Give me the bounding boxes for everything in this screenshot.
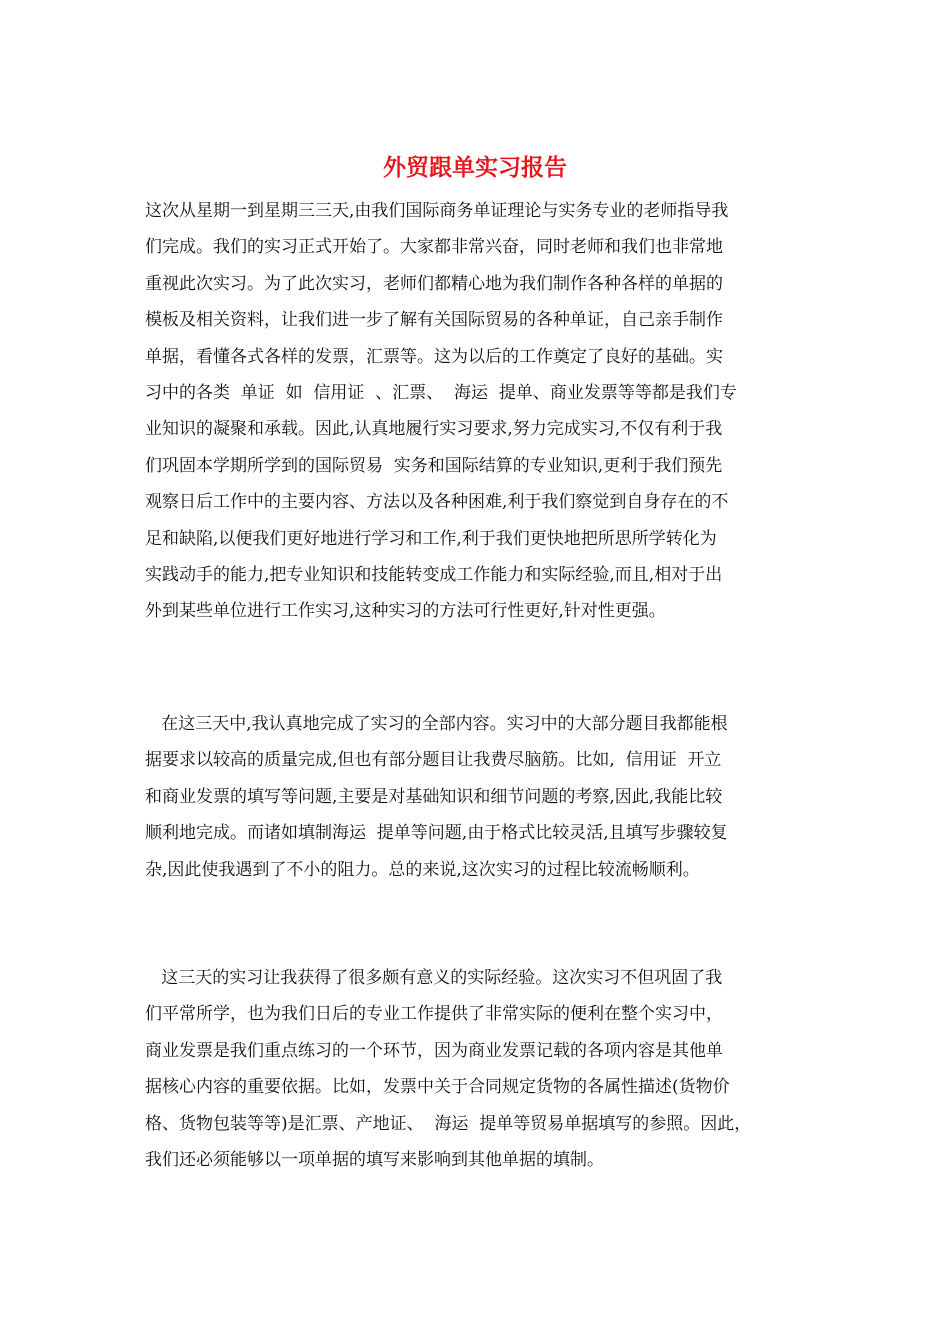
paragraph-3: [145, 960, 815, 1178]
text-line: 这三天的实习让我获得了很多颇有意义的实际经验。这次实习不但巩固了我: [145, 968, 723, 988]
text-line: 和商业发票的填写等问题,主要是对基础知识和细节问题的考察,因此,我能比较: [145, 786, 723, 807]
text-line: 习中的各类 单证 如 信用证 、汇票、 海运 提单、商业发票等等都是我们专: [145, 382, 737, 403]
text-line: 们平常所学，也为我们日后的专业工作提供了非常实际的便利在整个实习中，: [145, 1004, 723, 1025]
text-line: 格、货物包装等等)是汇票、产地证、 海运 提单等贸易单据填写的参照。因此，: [145, 1113, 752, 1134]
text-line: 足和缺陷,以便我们更好地进行学习和工作,利于我们更快地把所思所学转化为: [145, 528, 717, 549]
text-line: 顺利地完成。而诸如填制海运 提单等问题,由于格式比较灵活,且填写步骤较复: [145, 823, 728, 844]
text-line: 我们还必须能够以一项单据的填写来影响到其他单据的填制。: [145, 1149, 604, 1170]
text-line: 据要求以较高的质量完成,但也有部分题目让我费尽脑筋。比如, 信用证 开立: [145, 750, 722, 771]
text-line: 重视此次实习。为了此次实习，老师们都精心地为我们制作各种各样的单据的: [145, 273, 723, 294]
text-line: 据核心内容的重要依据。比如，发票中关于合同规定货物的各属性描述(货物价: [145, 1077, 730, 1098]
text-line: 模板及相关资料，让我们进一步了解有关国际贸易的各种单证，自己亲手制作: [145, 310, 723, 331]
text-line: 外到某些单位进行工作实习,这种实习的方法可行性更好,针对性更强。: [145, 601, 666, 622]
paragraph-2: [145, 706, 815, 888]
text-line: 单据，看懂各式各样的发票，汇票等。这为以后的工作奠定了良好的基础。实: [145, 346, 723, 367]
document-title: 外贸跟单实习报告: [383, 154, 567, 181]
text-line: 商业发票是我们重点练习的一个环节，因为商业发票记载的各项内容是其他单: [145, 1040, 723, 1061]
text-line: 们完成。我们的实习正式开始了。大家都非常兴奋，同时老师和我们也非常地: [145, 237, 723, 258]
text-line: 们巩固本学期所学到的国际贸易 实务和国际结算的专业知识,更利于我们预先: [145, 455, 723, 476]
text-line: 实践动手的能力,把专业知识和技能转变成工作能力和实际经验,而且,相对于出: [145, 564, 723, 585]
paragraph-1: [145, 193, 815, 630]
text-line: 观察日后工作中的主要内容、方法以及各种困难,利于我们察觉到自身存在的不: [145, 492, 729, 513]
text-line: 这次从星期一到星期三三天,由我们国际商务单证理论与实务专业的老师指导我: [145, 201, 729, 221]
text-line: 杂,因此使我遇到了不小的阻力。总的来说,这次实习的过程比较流畅顺利。: [145, 859, 700, 880]
text-line: 业知识的凝聚和承载。因此,认真地履行实习要求,努力完成实习,不仅有利于我: [145, 419, 723, 440]
text-line: 在这三天中,我认真地完成了实习的全部内容。实习中的大部分题目我都能根: [145, 714, 728, 734]
